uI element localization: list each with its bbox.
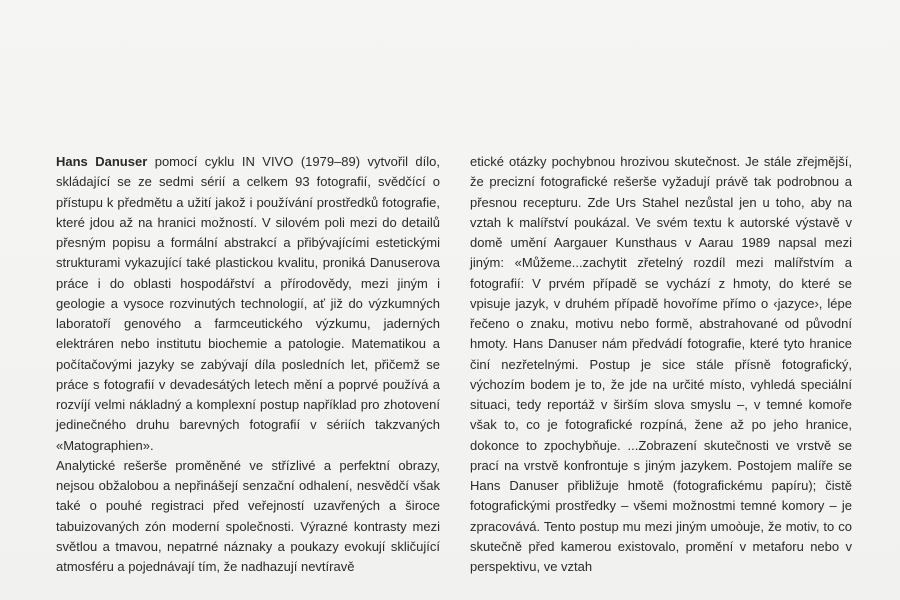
- right-text-column: [470, 152, 852, 577]
- paragraph-intro-text: pomocí cyklu IN VIVO (1979–89) vytvořil dílo, skládající se ze sedmi sérií a celkem 93 fotografií, svědčící o přístupu k předmětu a užití jakož i používání prostředků fotografie, které jdou až na hranici možností. V silovém poli mezi do detailů přesným popisu a formální abstrakcí a přibývajícími estetickými strukturami vykazující také plastickou kvalitu, proniká Danuserova práce i do oblasti hospodářství a přírodovědy, mezi jiným i geologie a vysoce rozvinutých technologií, ať již do výzkumných laboratoří genového a farmceutického výzkumu, jaderných elektráren nebo institutu biochemie a patologie. Matematikou a počítačovými jazyky se zabývají díla posledních let, přičemž se práce s fotografií v devadesátých letech mění a poprvé používá a rozvíjí velmi nákladný a komplexní postup například pro zhotovení jedinečného druhu barevných fotografií v sériích takzvaných «Matographien».: [56, 154, 441, 453]
- left-text-column: [56, 152, 440, 577]
- paragraph-analysis: Analytické rešerše proměněné ve střízlivé a perfektní obrazy, nejsou obžalobou a nepřinášejí senzační odhalení, nesvědčí však také o pouhé registraci před veřejností uzavřených a široce tabuizovaných zón moderní společnosti. Výrazné kontrasty mezi světlou a tmavou, nepatrné náznaky a poukazy evokují skličující atmosféru a pojednávají tím, že nadhazují nevtíravě: [56, 457, 440, 574]
- paragraph-intro: [56, 152, 440, 456]
- paragraph-continuation: etické otázky pochybnou hrozivou skutečnost. Je stále zřejmější, že precizní fotografické rešerše vyžadují právě tak podrobnou a přesnou recepturu. Zde Urs Stahel nezůstal jen u toho, aby na vztah k malířství poukázal. Ve svém textu k autorské výstavě v domě umění Aargauer Kunsthaus v Aarau 1989 napsal mezi jiným: «Můžeme...zachytit zřetelný rozdíl mezi malířstvím a fotografií: V prvém případě se vychází z hmoty, do které se vpisuje jazyk, v druhém případě hovoříme přímo o ‹jazyce›, lépe řečeno o znaku, motivu nebo formě, abstrahované od původní hmoty. Hans Danuser nám předvádí fotografie, které tyto hranice činí nezřetelnými. Postup je sice stále přísně fotografický, výchozím bodem je to, že jde na určité místo, vyhledá speciální situaci, tedy reportáž v širším slova smyslu –, v temné komoře však to, co je fotografické rozpíná, žene až po jeho hranice, dokonce to zpochybňuje. ...Zobrazení skutečnosti ve vrstvě se prací na vrstvě konfrontuje s jiným jazykem. Postojem malíře se Hans Danuser přibližuje hmotě (fotografickému papíru); čistě fotografickými prostředky – všemi možnostmi temné komory – je zpracovává. Tento postup mu mezi jiným umoòuje, že motiv, to co skutečně před kamerou existovalo, promění v metaforu nebo v perspektivu, ve vztah: [470, 154, 852, 574]
- author-name: Hans Danuser: [56, 154, 148, 169]
